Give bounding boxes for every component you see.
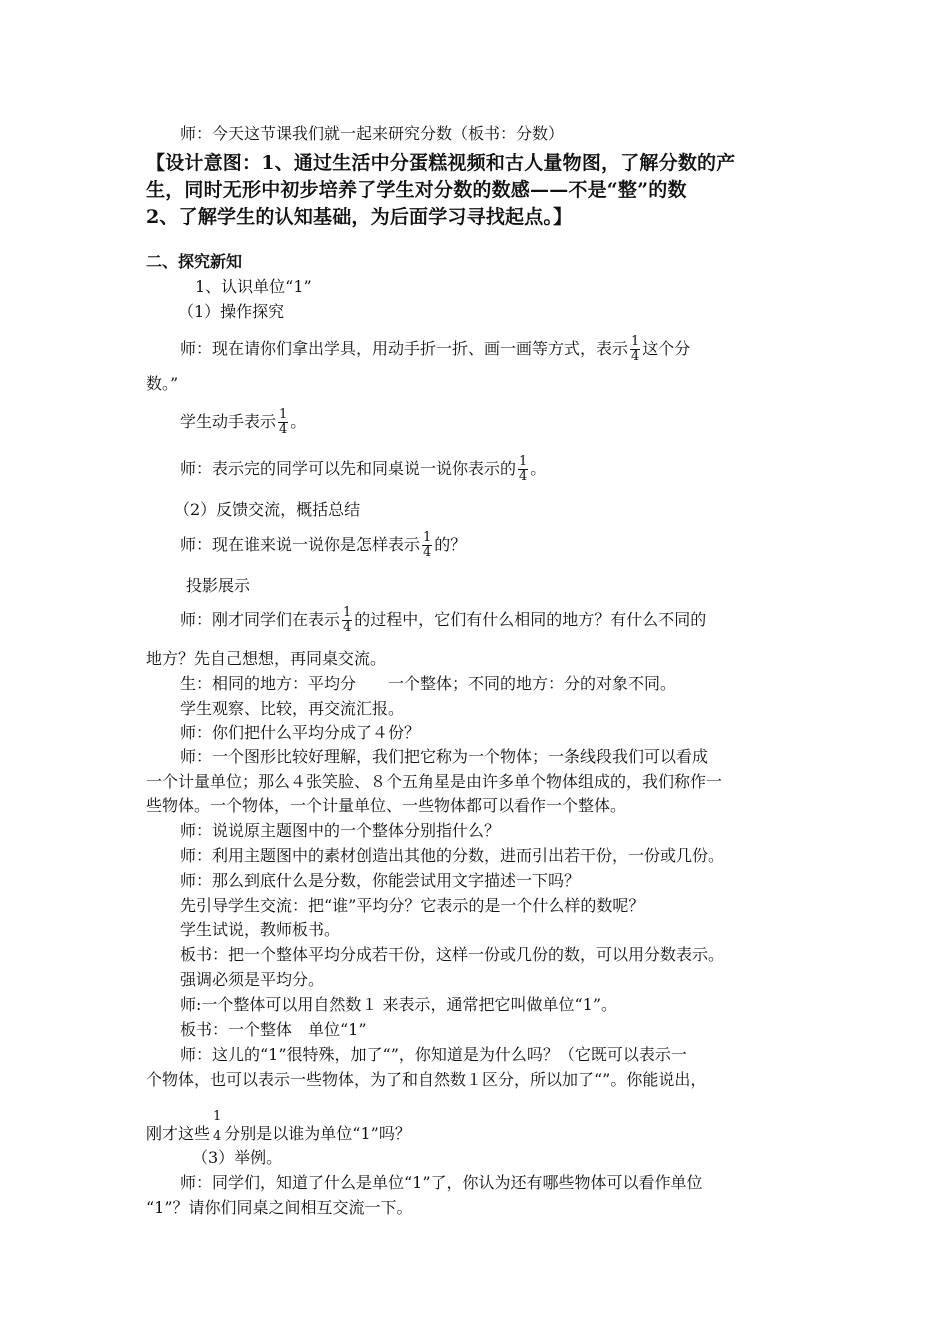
text-segment: 的过程中，它们有什么相同的地方？有什么不同的 [354,610,707,629]
text-segment: 师：现在请你们拿出学具，用动手折一折、画一画等方式，表示 [180,339,629,358]
text-line: 板书：一个整体 单位“1” [180,1020,367,1039]
text-segment: 这个分 [642,339,691,358]
text-segment: 。 [290,412,307,431]
fraction-denominator: 4 [631,349,640,364]
fraction-denominator: 4 [213,1129,222,1144]
text-line: 师：一个图形比较好理解，我们把它称为一个物体；一条线段我们可以看成 [180,747,709,766]
fraction-numerator: 1 [343,605,352,620]
text-line: 师：你们把什么平均分成了４份？ [180,723,421,742]
subsection-heading: （2）反馈交流，概括总结 [174,500,361,519]
text-line: 学生观察、比较，再交流汇报。 [180,699,405,718]
text-line [180,407,810,437]
text-line [180,334,810,364]
text-segment: 学生动手表示 [180,412,277,431]
fraction-one-quarter [422,531,432,560]
text-line: 师：利用主题图中的素材创造出其他的分数，进而引出若干份，一份或几份。 [180,846,725,865]
text-segment: 。 [530,459,547,478]
text-line: 师：说说原主题图中的一个整体分别指什么？ [180,821,501,840]
text-line: 板书：把一个整体平均分成若干份，这样一份或几份的数，可以用分数表示。 [180,945,725,964]
text-line: 师：那么到底什么是分数，你能尝试用文字描述一下吗？ [180,871,581,890]
text-line [180,454,810,484]
fraction-one-quarter [518,455,528,484]
text-line: 个物体，也可以表示一些物体，为了和自然数１区分，所以加了“”。你能说出， [146,1070,707,1089]
text-segment: 师：刚才同学们在表示 [180,610,341,629]
fraction-numerator: 1 [631,334,640,349]
fraction-denominator: 4 [279,422,288,437]
fraction-one-quarter [630,335,640,364]
text-line: 投影展示 [186,576,251,595]
fraction-numerator: 1 [423,530,432,545]
subsection-heading: （1）操作探究 [178,302,285,321]
text-line: 地方？先自己想想，再同桌交流。 [146,649,387,668]
subsection-heading: 1、认识单位“1” [195,277,312,296]
section-heading: 二、探究新知 [146,252,243,271]
text-segment: 分别是以谁为单位“1”吗？ [224,1124,411,1143]
text-line: “1”？请你们同桌之间相互交流一下。 [146,1198,413,1217]
text-line: 强调必须是平均分。 [180,970,325,989]
fraction-one-quarter [342,606,352,635]
text-line [180,530,810,560]
fraction-numerator: 1 [213,1109,222,1124]
fraction-denominator: 4 [343,620,352,635]
fraction-numerator: 1 [519,454,528,469]
text-line [146,1098,810,1144]
text-line: 一个计量单位；那么４张笑脸、８个五角星是由许多单个物体组成的，我们称作一 [146,772,723,791]
text-line: 些物体。一个物体，一个计量单位、一些物体都可以看作一个整体。 [146,796,627,815]
text-line: 师:一个整体可以用自然数１ 来表示，通常把它叫做单位“1”。 [180,995,618,1014]
fraction-denominator: 4 [519,469,528,484]
fraction-one-quarter [212,1110,222,1144]
text-segment: 师：表示完的同学可以先和同桌说一说你表示的 [180,459,517,478]
fraction-numerator: 1 [279,407,288,422]
design-intent-line: 2、了解学生的认知基础，为后面学习寻找起点。】 [146,206,573,228]
fraction-one-quarter [278,408,288,437]
text-line [180,605,810,635]
text-line: 数。” [146,374,179,393]
text-line: 师：同学们，知道了什么是单位“1”了，你认为还有哪些物体可以看作单位 [180,1173,703,1192]
text-line: 师：今天这节课我们就一起来研究分数（板书：分数） [180,124,565,143]
design-intent-line: 生，同时无形中初步培养了学生对分数的数感——不是“整”的数 [146,179,687,201]
text-line: 师：这儿的“1”很特殊，加了“”，你知道是为什么吗？（它既可以表示一 [180,1045,687,1064]
text-segment: 师：现在谁来说一说你是怎样表示 [180,535,421,554]
subsection-heading: （3）举例。 [192,1148,283,1167]
text-segment: 刚才这些 [146,1124,211,1143]
text-segment: 的？ [434,535,467,554]
text-line: 生：相同的地方：平均分 一个整体；不同的地方：分的对象不同。 [180,674,677,693]
text-line: 先引导学生交流：把“谁”平均分？它表示的是一个什么样的数呢？ [180,896,645,915]
design-intent-line: 【设计意图：1、通过生活中分蛋糕视频和古人量物图，了解分数的产 [146,152,736,174]
fraction-denominator: 4 [423,545,432,560]
text-line: 学生试说，教师板书。 [180,920,341,939]
